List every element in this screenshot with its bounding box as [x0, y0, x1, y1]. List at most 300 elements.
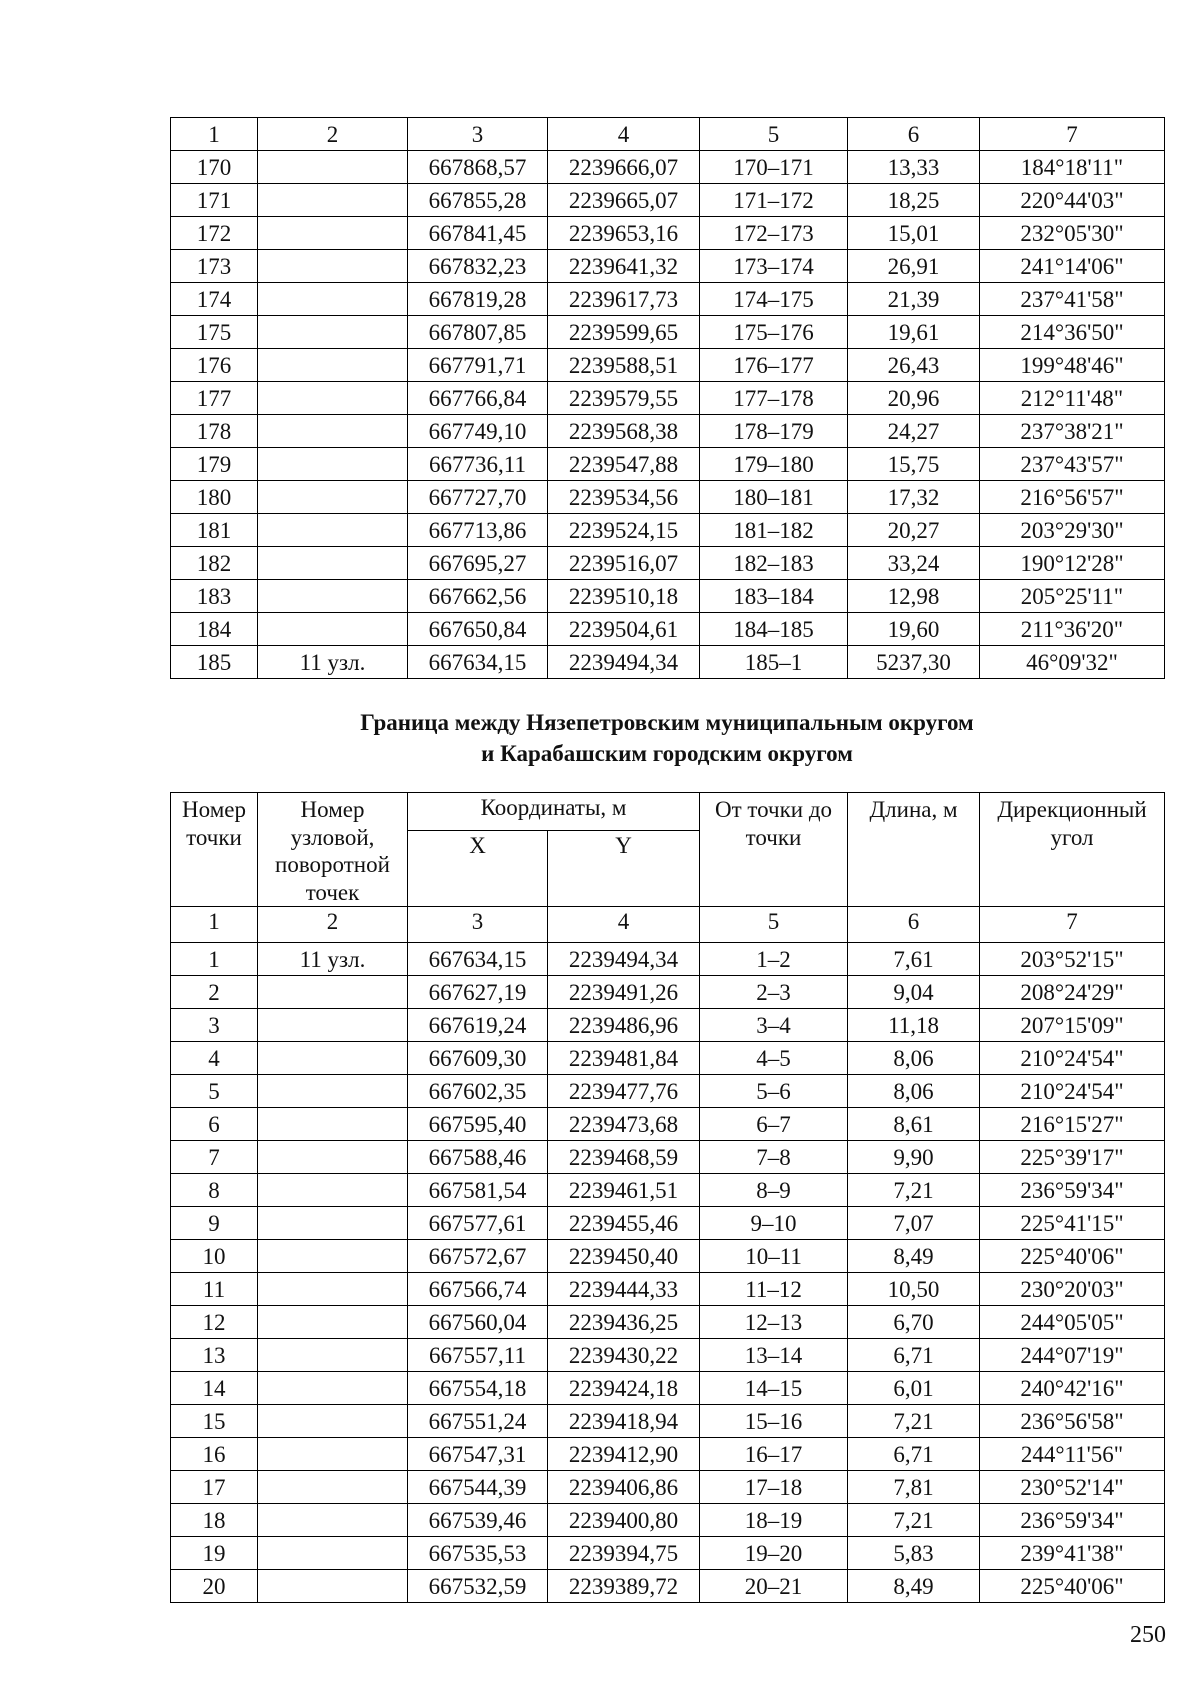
angle-cell: 203°29'30": [980, 514, 1165, 547]
y-coordinate-cell: 2239504,61: [548, 613, 700, 646]
table-row: [171, 1438, 1165, 1471]
header-y: Y: [548, 831, 700, 907]
angle-cell: 184°18'11": [980, 151, 1165, 184]
length-cell: 17,32: [848, 481, 980, 514]
from-to-cell: 2–3: [700, 976, 848, 1009]
column-number-row: [171, 118, 1165, 151]
length-cell: 8,49: [848, 1570, 980, 1603]
table-row: [171, 1372, 1165, 1405]
table-row: [171, 1471, 1165, 1504]
y-coordinate-cell: 2239599,65: [548, 316, 700, 349]
from-to-cell: 18–19: [700, 1504, 848, 1537]
length-cell: 8,06: [848, 1042, 980, 1075]
node-number-cell: [258, 151, 408, 184]
x-coordinate-cell: 667819,28: [408, 283, 548, 316]
length-cell: 7,81: [848, 1471, 980, 1504]
point-number-cell: 172: [171, 217, 258, 250]
angle-cell: 237°41'58": [980, 283, 1165, 316]
node-number-cell: 11 узл.: [258, 646, 408, 679]
from-to-cell: 176–177: [700, 349, 848, 382]
y-coordinate-cell: 2239455,46: [548, 1207, 700, 1240]
x-coordinate-cell: 667581,54: [408, 1174, 548, 1207]
from-to-cell: 171–172: [700, 184, 848, 217]
angle-cell: 237°38'21": [980, 415, 1165, 448]
length-cell: 7,21: [848, 1174, 980, 1207]
node-number-cell: [258, 1504, 408, 1537]
y-coordinate-cell: 2239510,18: [548, 580, 700, 613]
point-number-cell: 2: [171, 976, 258, 1009]
from-to-cell: 175–176: [700, 316, 848, 349]
node-number-cell: [258, 1240, 408, 1273]
angle-cell: 225°40'06": [980, 1570, 1165, 1603]
length-cell: 10,50: [848, 1273, 980, 1306]
angle-cell: 244°07'19": [980, 1339, 1165, 1372]
from-to-cell: 4–5: [700, 1042, 848, 1075]
column-number: 1: [171, 907, 258, 943]
x-coordinate-cell: 667539,46: [408, 1504, 548, 1537]
length-cell: 5237,30: [848, 646, 980, 679]
length-cell: 19,61: [848, 316, 980, 349]
x-coordinate-cell: 667554,18: [408, 1372, 548, 1405]
from-to-cell: 16–17: [700, 1438, 848, 1471]
table-row: [171, 646, 1165, 679]
table-row: [171, 250, 1165, 283]
y-coordinate-cell: 2239444,33: [548, 1273, 700, 1306]
x-coordinate-cell: 667544,39: [408, 1471, 548, 1504]
y-coordinate-cell: 2239389,72: [548, 1570, 700, 1603]
column-number: 5: [700, 118, 848, 151]
y-coordinate-cell: 2239547,88: [548, 448, 700, 481]
point-number-cell: 20: [171, 1570, 258, 1603]
node-number-cell: [258, 514, 408, 547]
node-number-cell: [258, 1042, 408, 1075]
from-to-cell: 9–10: [700, 1207, 848, 1240]
angle-cell: 244°11'56": [980, 1438, 1165, 1471]
table-row: [171, 1339, 1165, 1372]
from-to-cell: 6–7: [700, 1108, 848, 1141]
header-length: Длина, м: [848, 793, 980, 907]
node-number-cell: [258, 349, 408, 382]
node-number-cell: [258, 1174, 408, 1207]
table-row: [171, 415, 1165, 448]
y-coordinate-cell: 2239412,90: [548, 1438, 700, 1471]
from-to-cell: 177–178: [700, 382, 848, 415]
point-number-cell: 181: [171, 514, 258, 547]
y-coordinate-cell: 2239524,15: [548, 514, 700, 547]
from-to-cell: 179–180: [700, 448, 848, 481]
angle-cell: 244°05'05": [980, 1306, 1165, 1339]
point-number-cell: 173: [171, 250, 258, 283]
angle-cell: 220°44'03": [980, 184, 1165, 217]
node-number-cell: [258, 1108, 408, 1141]
length-cell: 18,25: [848, 184, 980, 217]
from-to-cell: 11–12: [700, 1273, 848, 1306]
table-row: [171, 1240, 1165, 1273]
y-coordinate-cell: 2239491,26: [548, 976, 700, 1009]
x-coordinate-cell: 667832,23: [408, 250, 548, 283]
y-coordinate-cell: 2239494,34: [548, 646, 700, 679]
length-cell: 7,07: [848, 1207, 980, 1240]
header-coordinates: Координаты, м: [408, 793, 700, 831]
from-to-cell: 17–18: [700, 1471, 848, 1504]
node-number-cell: [258, 250, 408, 283]
angle-cell: 46°09'32": [980, 646, 1165, 679]
length-cell: 19,60: [848, 613, 980, 646]
angle-cell: 236°59'34": [980, 1174, 1165, 1207]
point-number-cell: 9: [171, 1207, 258, 1240]
table-row: [171, 1537, 1165, 1570]
length-cell: 13,33: [848, 151, 980, 184]
table-row: [171, 1174, 1165, 1207]
y-coordinate-cell: 2239588,51: [548, 349, 700, 382]
length-cell: 33,24: [848, 547, 980, 580]
header-x: X: [408, 831, 548, 907]
node-number-cell: [258, 1306, 408, 1339]
point-number-cell: 7: [171, 1141, 258, 1174]
length-cell: 6,01: [848, 1372, 980, 1405]
x-coordinate-cell: 667602,35: [408, 1075, 548, 1108]
angle-cell: 205°25'11": [980, 580, 1165, 613]
length-cell: 7,61: [848, 943, 980, 976]
y-coordinate-cell: 2239436,25: [548, 1306, 700, 1339]
point-number-cell: 176: [171, 349, 258, 382]
y-coordinate-cell: 2239406,86: [548, 1471, 700, 1504]
point-number-cell: 18: [171, 1504, 258, 1537]
y-coordinate-cell: 2239400,80: [548, 1504, 700, 1537]
x-coordinate-cell: 667868,57: [408, 151, 548, 184]
length-cell: 8,61: [848, 1108, 980, 1141]
node-number-cell: [258, 976, 408, 1009]
angle-cell: 214°36'50": [980, 316, 1165, 349]
y-coordinate-cell: 2239461,51: [548, 1174, 700, 1207]
x-coordinate-cell: 667627,19: [408, 976, 548, 1009]
column-number: 4: [548, 907, 700, 943]
point-number-cell: 11: [171, 1273, 258, 1306]
angle-cell: 236°59'34": [980, 1504, 1165, 1537]
table-row: [171, 1405, 1165, 1438]
x-coordinate-cell: 667557,11: [408, 1339, 548, 1372]
table-row: [171, 547, 1165, 580]
length-cell: 15,75: [848, 448, 980, 481]
table-row: [171, 1108, 1165, 1141]
angle-cell: 240°42'16": [980, 1372, 1165, 1405]
node-number-cell: [258, 481, 408, 514]
point-number-cell: 174: [171, 283, 258, 316]
from-to-cell: 180–181: [700, 481, 848, 514]
from-to-cell: 173–174: [700, 250, 848, 283]
section-title-line1: Граница между Нязепетровским муниципальным округом: [360, 710, 974, 735]
point-number-cell: 10: [171, 1240, 258, 1273]
table-row: [171, 1207, 1165, 1240]
node-number-cell: [258, 547, 408, 580]
angle-cell: 230°52'14": [980, 1471, 1165, 1504]
node-number-cell: [258, 1075, 408, 1108]
point-number-cell: 1: [171, 943, 258, 976]
y-coordinate-cell: 2239653,16: [548, 217, 700, 250]
y-coordinate-cell: 2239481,84: [548, 1042, 700, 1075]
y-coordinate-cell: 2239516,07: [548, 547, 700, 580]
x-coordinate-cell: 667662,56: [408, 580, 548, 613]
column-number: 1: [171, 118, 258, 151]
from-to-cell: 13–14: [700, 1339, 848, 1372]
node-number-cell: [258, 283, 408, 316]
angle-cell: 241°14'06": [980, 250, 1165, 283]
angle-cell: 216°15'27": [980, 1108, 1165, 1141]
node-number-cell: [258, 1537, 408, 1570]
y-coordinate-cell: 2239568,38: [548, 415, 700, 448]
from-to-cell: 20–21: [700, 1570, 848, 1603]
point-number-cell: 16: [171, 1438, 258, 1471]
table-row: [171, 613, 1165, 646]
table-row: [171, 976, 1165, 1009]
y-coordinate-cell: 2239450,40: [548, 1240, 700, 1273]
from-to-cell: 12–13: [700, 1306, 848, 1339]
length-cell: 8,06: [848, 1075, 980, 1108]
y-coordinate-cell: 2239494,34: [548, 943, 700, 976]
x-coordinate-cell: 667650,84: [408, 613, 548, 646]
x-coordinate-cell: 667560,04: [408, 1306, 548, 1339]
x-coordinate-cell: 667595,40: [408, 1108, 548, 1141]
point-number-cell: 19: [171, 1537, 258, 1570]
point-number-cell: 179: [171, 448, 258, 481]
x-coordinate-cell: 667855,28: [408, 184, 548, 217]
from-to-cell: 182–183: [700, 547, 848, 580]
point-number-cell: 6: [171, 1108, 258, 1141]
table-row: [171, 1273, 1165, 1306]
table-row: [171, 1570, 1165, 1603]
table-row: [171, 1306, 1165, 1339]
from-to-cell: 7–8: [700, 1141, 848, 1174]
angle-cell: 237°43'57": [980, 448, 1165, 481]
angle-cell: 210°24'54": [980, 1042, 1165, 1075]
from-to-cell: 8–9: [700, 1174, 848, 1207]
y-coordinate-cell: 2239579,55: [548, 382, 700, 415]
node-number-cell: [258, 217, 408, 250]
node-number-cell: [258, 1372, 408, 1405]
table-row: [171, 1042, 1165, 1075]
page-number: 250: [1130, 1622, 1166, 1648]
length-cell: 9,90: [848, 1141, 980, 1174]
from-to-cell: 185–1: [700, 646, 848, 679]
node-number-cell: [258, 1009, 408, 1042]
table-row: [171, 283, 1165, 316]
x-coordinate-cell: 667572,67: [408, 1240, 548, 1273]
node-number-cell: [258, 1438, 408, 1471]
from-to-cell: 3–4: [700, 1009, 848, 1042]
y-coordinate-cell: 2239617,73: [548, 283, 700, 316]
column-number: 2: [258, 907, 408, 943]
section-title-line2: и Карабашским городским округом: [481, 741, 853, 766]
table-row: [171, 1504, 1165, 1537]
node-number-cell: [258, 1471, 408, 1504]
column-number: 6: [848, 118, 980, 151]
angle-cell: 232°05'30": [980, 217, 1165, 250]
length-cell: 24,27: [848, 415, 980, 448]
table-row: [171, 1141, 1165, 1174]
node-number-cell: [258, 1207, 408, 1240]
length-cell: 11,18: [848, 1009, 980, 1042]
point-number-cell: 170: [171, 151, 258, 184]
x-coordinate-cell: 667841,45: [408, 217, 548, 250]
column-number: 5: [700, 907, 848, 943]
point-number-cell: 15: [171, 1405, 258, 1438]
from-to-cell: 184–185: [700, 613, 848, 646]
node-number-cell: [258, 580, 408, 613]
column-number: 3: [408, 118, 548, 151]
x-coordinate-cell: 667577,61: [408, 1207, 548, 1240]
header-node-number: Номер узловой, поворотной точек: [258, 793, 408, 907]
node-number-cell: 11 узл.: [258, 943, 408, 976]
x-coordinate-cell: 667566,74: [408, 1273, 548, 1306]
section-title: [170, 707, 1164, 769]
table-row: [171, 580, 1165, 613]
x-coordinate-cell: 667749,10: [408, 415, 548, 448]
top-coordinates-table: [170, 117, 1165, 679]
x-coordinate-cell: 667695,27: [408, 547, 548, 580]
angle-cell: 210°24'54": [980, 1075, 1165, 1108]
node-number-cell: [258, 1141, 408, 1174]
column-number-row: [171, 907, 1165, 943]
table-row: [171, 448, 1165, 481]
column-number: 7: [980, 118, 1165, 151]
point-number-cell: 178: [171, 415, 258, 448]
angle-cell: 203°52'15": [980, 943, 1165, 976]
column-number: 4: [548, 118, 700, 151]
from-to-cell: 183–184: [700, 580, 848, 613]
header-point-number: Номер точки: [171, 793, 258, 907]
x-coordinate-cell: 667551,24: [408, 1405, 548, 1438]
table-row: [171, 1009, 1165, 1042]
y-coordinate-cell: 2239477,76: [548, 1075, 700, 1108]
length-cell: 7,21: [848, 1405, 980, 1438]
from-to-cell: 15–16: [700, 1405, 848, 1438]
column-number: 3: [408, 907, 548, 943]
column-number: 2: [258, 118, 408, 151]
table-row: [171, 514, 1165, 547]
angle-cell: 225°41'15": [980, 1207, 1165, 1240]
length-cell: 26,91: [848, 250, 980, 283]
y-coordinate-cell: 2239418,94: [548, 1405, 700, 1438]
y-coordinate-cell: 2239534,56: [548, 481, 700, 514]
x-coordinate-cell: 667713,86: [408, 514, 548, 547]
node-number-cell: [258, 1339, 408, 1372]
node-number-cell: [258, 316, 408, 349]
angle-cell: 239°41'38": [980, 1537, 1165, 1570]
angle-cell: 208°24'29": [980, 976, 1165, 1009]
point-number-cell: 185: [171, 646, 258, 679]
point-number-cell: 183: [171, 580, 258, 613]
point-number-cell: 8: [171, 1174, 258, 1207]
point-number-cell: 182: [171, 547, 258, 580]
from-to-cell: 174–175: [700, 283, 848, 316]
point-number-cell: 13: [171, 1339, 258, 1372]
length-cell: 21,39: [848, 283, 980, 316]
table-row: [171, 151, 1165, 184]
angle-cell: 225°39'17": [980, 1141, 1165, 1174]
angle-cell: 207°15'09": [980, 1009, 1165, 1042]
from-to-cell: 181–182: [700, 514, 848, 547]
column-number: 6: [848, 907, 980, 943]
length-cell: 6,71: [848, 1339, 980, 1372]
from-to-cell: 19–20: [700, 1537, 848, 1570]
x-coordinate-cell: 667609,30: [408, 1042, 548, 1075]
node-number-cell: [258, 613, 408, 646]
y-coordinate-cell: 2239666,07: [548, 151, 700, 184]
x-coordinate-cell: 667634,15: [408, 646, 548, 679]
point-number-cell: 4: [171, 1042, 258, 1075]
length-cell: 7,21: [848, 1504, 980, 1537]
angle-cell: 216°56'57": [980, 481, 1165, 514]
length-cell: 26,43: [848, 349, 980, 382]
x-coordinate-cell: 667547,31: [408, 1438, 548, 1471]
node-number-cell: [258, 415, 408, 448]
y-coordinate-cell: 2239394,75: [548, 1537, 700, 1570]
top-table-body: [171, 151, 1165, 679]
table-row: [171, 943, 1165, 976]
point-number-cell: 180: [171, 481, 258, 514]
angle-cell: 190°12'28": [980, 547, 1165, 580]
x-coordinate-cell: 667634,15: [408, 943, 548, 976]
x-coordinate-cell: 667588,46: [408, 1141, 548, 1174]
length-cell: 15,01: [848, 217, 980, 250]
header-row: [171, 793, 1165, 831]
point-number-cell: 184: [171, 613, 258, 646]
x-coordinate-cell: 667535,53: [408, 1537, 548, 1570]
angle-cell: 212°11'48": [980, 382, 1165, 415]
table-row: [171, 316, 1165, 349]
length-cell: 9,04: [848, 976, 980, 1009]
from-to-cell: 5–6: [700, 1075, 848, 1108]
bottom-table-body: [171, 943, 1165, 1603]
x-coordinate-cell: 667532,59: [408, 1570, 548, 1603]
x-coordinate-cell: 667807,85: [408, 316, 548, 349]
from-to-cell: 1–2: [700, 943, 848, 976]
from-to-cell: 10–11: [700, 1240, 848, 1273]
angle-cell: 211°36'20": [980, 613, 1165, 646]
y-coordinate-cell: 2239665,07: [548, 184, 700, 217]
table-row: [171, 1075, 1165, 1108]
y-coordinate-cell: 2239641,32: [548, 250, 700, 283]
node-number-cell: [258, 382, 408, 415]
point-number-cell: 177: [171, 382, 258, 415]
header-from-to: От точки до точки: [700, 793, 848, 907]
length-cell: 20,96: [848, 382, 980, 415]
table-row: [171, 184, 1165, 217]
node-number-cell: [258, 1405, 408, 1438]
length-cell: 8,49: [848, 1240, 980, 1273]
y-coordinate-cell: 2239473,68: [548, 1108, 700, 1141]
angle-cell: 230°20'03": [980, 1273, 1165, 1306]
node-number-cell: [258, 448, 408, 481]
node-number-cell: [258, 1570, 408, 1603]
angle-cell: 199°48'46": [980, 349, 1165, 382]
length-cell: 20,27: [848, 514, 980, 547]
point-number-cell: 12: [171, 1306, 258, 1339]
length-cell: 6,71: [848, 1438, 980, 1471]
x-coordinate-cell: 667791,71: [408, 349, 548, 382]
angle-cell: 225°40'06": [980, 1240, 1165, 1273]
length-cell: 5,83: [848, 1537, 980, 1570]
x-coordinate-cell: 667736,11: [408, 448, 548, 481]
length-cell: 12,98: [848, 580, 980, 613]
node-number-cell: [258, 1273, 408, 1306]
from-to-cell: 14–15: [700, 1372, 848, 1405]
point-number-cell: 171: [171, 184, 258, 217]
x-coordinate-cell: 667619,24: [408, 1009, 548, 1042]
length-cell: 6,70: [848, 1306, 980, 1339]
y-coordinate-cell: 2239424,18: [548, 1372, 700, 1405]
from-to-cell: 178–179: [700, 415, 848, 448]
